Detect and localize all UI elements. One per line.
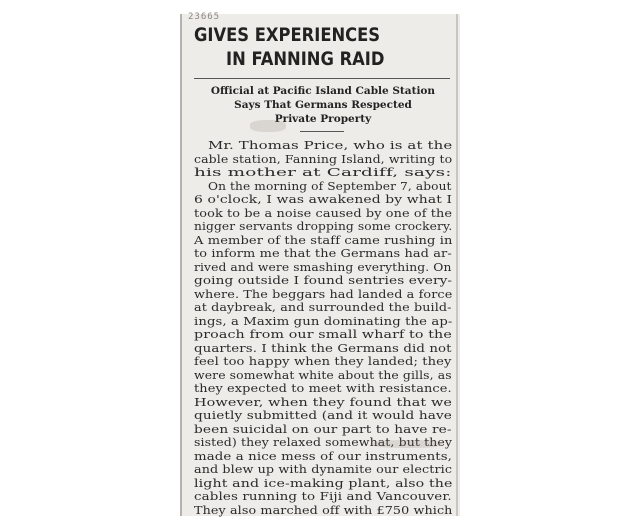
- deck-line-3: Private Property: [274, 113, 372, 125]
- article-line: ings, a Maxim gun dominating the ap-: [194, 314, 453, 328]
- article-line: at daybreak, and surrounded the build-: [194, 301, 452, 314]
- article-line: light and ice-making plant, also the: [194, 476, 453, 490]
- deck-line-2: Says That Germans Respected: [234, 99, 412, 111]
- article-line: nigger servants dropping some crockery.: [194, 220, 453, 233]
- article-line: However, when they found that we: [194, 395, 453, 409]
- print-smudge: [250, 120, 286, 132]
- article-line: and blew up with dynamite our electric: [194, 463, 453, 476]
- article-line: going outside I found sentries every-: [194, 274, 453, 287]
- article-line: On the morning of September 7, about: [208, 179, 452, 193]
- article-line: cables running to Fiji and Vancouver.: [194, 490, 452, 503]
- article-line: cable station, Fanning Island, writing to: [194, 152, 453, 166]
- headline-rule: [194, 78, 450, 79]
- archive-stamp: 23665: [188, 12, 221, 22]
- print-smudge: [372, 440, 442, 448]
- article-line: to inform me that the Germans had ar-: [194, 247, 452, 260]
- article-line: quarters. I think the Germans did not: [194, 341, 452, 355]
- article-line: A member of the staff came rushing in: [194, 233, 453, 247]
- article-line: made a nice mess of our instruments,: [194, 449, 453, 463]
- article-line: were somewhat white about the gills, as: [194, 368, 452, 382]
- article-line: took to be a noise caused by one of the: [194, 206, 453, 220]
- article-line: proach from our small wharf to the: [194, 328, 452, 341]
- headline-line-1: GIVES EXPERIENCES: [194, 24, 381, 46]
- article-line: been suicidal on our part to have re-: [194, 422, 452, 436]
- headline-line-2: IN FANNING RAID: [226, 48, 385, 70]
- article-line: They also marched off with £750 which: [194, 503, 453, 517]
- article-line: Mr. Thomas Price, who is at the: [208, 139, 453, 152]
- article-line: where. The beggars had landed a force: [194, 287, 453, 301]
- article-line: feel too happy when they landed; they: [194, 355, 452, 368]
- article-line: they expected to meet with resistance.: [194, 382, 452, 395]
- article-line: rived and were smashing everything. On: [194, 260, 452, 274]
- deck-line-1: Official at Pacific Island Cable Station: [210, 85, 436, 97]
- article-line: sisted) they relaxed somewhat, but they: [194, 436, 453, 449]
- clipping-left-edge: [180, 14, 182, 516]
- deck-rule: [300, 131, 344, 132]
- article-line: 6 o'clock, I was awakened by what I: [194, 193, 453, 206]
- article-line: his mother at Cardiff, says:: [194, 166, 452, 179]
- clipping-right-edge: [456, 14, 458, 516]
- article-line: quietly submitted (and it would have: [194, 409, 452, 422]
